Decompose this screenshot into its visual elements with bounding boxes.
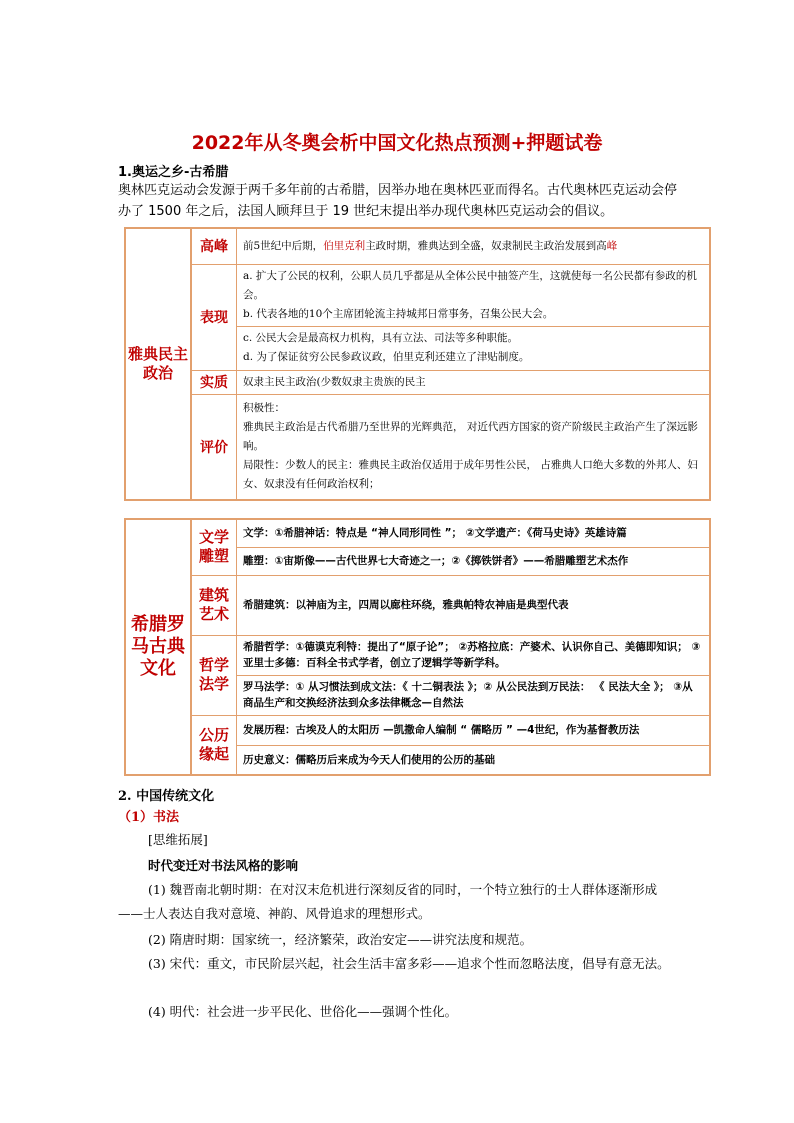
list-item: (1) 魏晋南北朝时期：在对汉末危机进行深刻反省的同时，一个特立独行的士人群体逐渐形成——士人表达自我对意境、神韵、风骨追求的理想形式。 [118,882,658,921]
show-content-2 [237,326,711,370]
essence-content: 奴隶主民主政治(少数奴隶主贵族的民主 [237,370,711,394]
show-item-b: b. 代表各地的10个主席团轮流主持城邦日常事务，召集公民大会。 [243,307,554,320]
eval-label: 评价 [191,394,237,500]
thinking-tag: [思维拓展] [148,832,208,847]
show-content-1 [237,264,711,326]
athens-democracy-table [124,227,711,501]
literature-content: 文学：①希腊神话：特点是 “神人同形同性 ”； ②文学遗产：《荷马史诗》英雄诗篇 [237,519,711,547]
architecture-label: 建筑艺术 [191,575,237,635]
peak-text-pericles: 伯里克利 [323,239,366,252]
section2-subheading: （1）书法 [118,810,180,825]
section1-heading: 1.奥运之乡-古希腊 [118,165,229,180]
calendar-history-content: 发展历程：古埃及人的太阳历 —凯撒命人编制 “ 儒略历 ” —4世纪，作为基督教历法 [237,715,711,745]
table1-main-label: 雅典民主政治 [125,228,191,500]
peak-content [237,228,711,264]
list-item: (4) 明代：社会进一步平民化、世俗化——强调个性化。 [148,1004,458,1019]
section2-heading: 2. 中国传统文化 [118,789,215,804]
philosophy-label: 哲学法学 [191,635,237,715]
calendar-label: 公历缘起 [191,715,237,775]
eval-content [237,394,711,500]
influence-heading: 时代变迁对书法风格的影响 [148,858,299,873]
list-item: (2) 隋唐时期：国家统一，经济繁荣，政治安定——讲究法度和规范。 [148,932,533,947]
page-title: 2022年从冬奥会析中国文化热点预测+押题试卷 [191,132,603,154]
literature-label: 文学雕塑 [191,519,237,575]
peak-text-d: 峰 [606,239,618,252]
essence-label: 实质 [191,370,237,394]
greek-roman-culture-table [124,518,711,776]
calendar-significance-content: 历史意义：儒略历后来成为今天人们使用的公历的基础 [237,745,711,775]
peak-text-c: 主政时期，雅典达到全盛，奴隶制民主政治发展到高 [365,239,607,252]
peak-label: 高峰 [191,228,237,264]
sculpture-content: 雕塑：①宙斯像——古代世界七大奇迹之一；②《掷铁饼者》——希腊雕塑艺术杰作 [237,547,711,575]
show-label: 表现 [191,264,237,370]
show-item-a: a. 扩大了公民的权利，公职人员几乎都是从全体公民中抽签产生，这就使每一名公民都有参政的机会。 [243,269,697,301]
table2-main-label: 希腊罗马古典文化 [125,519,191,775]
eval-positive-label: 积极性： [243,402,285,415]
section1-intro: 奥林匹克运动会发源于两千多年前的古希腊，因举办地在奥林匹亚而得名。古代奥林匹克运动会停办了 1500 年之后，法国人顾拜旦于 19 世纪末提出举办现代奥林匹克运动会的倡议。 [118,183,678,219]
eval-limitation-text: 局限性：少数人的民主：雅典民主政治仅适用于成年男性公民， 占雅典人口绝大多数的外邦人、妇女、奴隶没有任何政治权利； [243,459,698,491]
philosophy-content: 希腊哲学：①德谟克利特：提出了“原子论”； ②苏格拉底：产婆术、认识你自己、美德即知识； ③亚里士多德：百科全书式学者，创立了逻辑学等新学科。 [237,635,711,675]
show-item-c: c. 公民大会是最高权力机构，具有立法、司法等多种职能。 [243,332,519,344]
eval-positive-text: 雅典民主政治是古代希腊乃至世界的光辉典范， 对近代西方国家的资产阶级民主政治产生了深远影响。 [243,421,698,453]
law-content: 罗马法学：① 从习惯法到成文法：《 十二铜表法 》；② 从公民法到万民法： 《 民法大全 》； ③从商品生产和交换经济法到众多法律概念—自然法 [237,675,711,715]
architecture-content: 希腊建筑：以神庙为主，四周以廊柱环绕，雅典帕特农神庙是典型代表 [237,575,711,635]
list-item: (3) 宋代：重文，市民阶层兴起，社会生活丰富多彩——追求个性而忽略法度，倡导有意无法。 [148,956,670,971]
show-item-d: d. 为了保证贫穷公民参政议政，伯里克利还建立了津贴制度。 [243,351,530,363]
peak-text-a: 前5世纪中后期， [243,239,324,252]
